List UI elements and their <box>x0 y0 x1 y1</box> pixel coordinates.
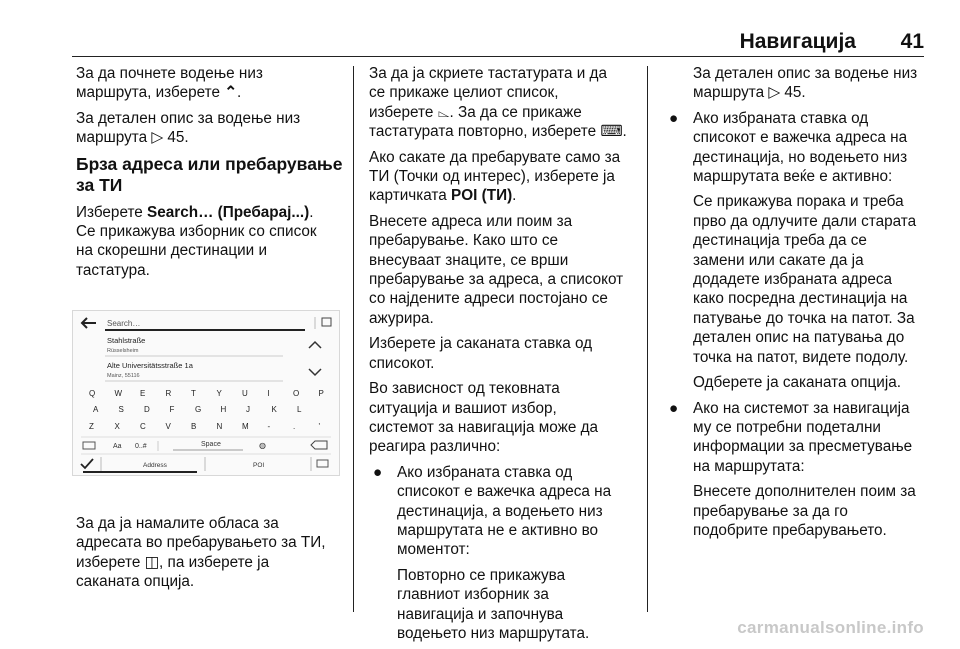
text: За да ја намалите обласа за <box>76 515 279 532</box>
header-rule <box>72 56 924 57</box>
key-1-1[interactable]: Q <box>89 389 96 398</box>
text: . <box>237 84 242 102</box>
text: За да ја скриете тастатурата и да <box>369 65 607 82</box>
text: ажурира. <box>369 309 434 327</box>
text: . <box>622 123 627 141</box>
text: маршрута <box>693 84 765 102</box>
key-3-8[interactable]: - <box>267 422 271 431</box>
text: маршрута <box>76 129 148 147</box>
text: маршрутата не е активно во <box>397 521 599 539</box>
key-1-10[interactable]: P <box>318 389 324 398</box>
text: водењето низ маршрутата. <box>397 624 590 642</box>
text: на маршрутата: <box>693 457 805 475</box>
bullet-item <box>369 463 641 644</box>
bullet-item <box>665 109 927 393</box>
text: како посредна дестинација на <box>693 290 908 308</box>
text: Ако сакате да пребарувате само за <box>369 148 621 166</box>
text: изберете <box>76 553 141 571</box>
bullet-icon: ● <box>373 463 383 481</box>
key-1-7[interactable]: U <box>242 389 248 398</box>
key-3-6[interactable]: N <box>216 422 223 431</box>
key-1-6[interactable]: Y <box>216 389 222 398</box>
text: дестинација треба да се <box>693 232 867 250</box>
paragraph <box>369 212 641 328</box>
text: замени или сакате да ја <box>693 251 864 269</box>
text: Внесете адреса или поим за <box>369 212 573 230</box>
key-1-2[interactable]: W <box>114 389 123 398</box>
case-key[interactable]: Aa <box>113 443 122 450</box>
text: подобрите пребарувањето. <box>693 521 887 539</box>
text: Во зависност од тековната <box>369 380 560 398</box>
result-city: Rüsselsheim <box>107 348 139 354</box>
text: внесуваат знаците, се врши <box>369 251 569 269</box>
key-2-7[interactable]: J <box>246 405 250 414</box>
column-1-bottom <box>76 514 346 598</box>
page-footer <box>0 618 960 642</box>
paragraph <box>76 514 346 592</box>
text: информации за пресметување <box>693 438 913 456</box>
key-3-9[interactable]: . <box>293 422 296 431</box>
text: Внесете дополнителен поим за <box>693 483 916 501</box>
text: детален опис на патувања до <box>693 329 905 347</box>
page-reference-icon: ▷ <box>768 84 781 102</box>
text: Се прикажува изборник со список <box>76 223 317 241</box>
watermark: carmanualsonline.info <box>737 618 924 637</box>
text: За да почнете водење низ <box>76 65 263 82</box>
page-title: Навигација <box>739 30 856 53</box>
result-city: Mainz, 55116 <box>107 373 140 379</box>
tab-address[interactable]: Address <box>143 462 167 469</box>
text: ситуација и вашиот избор, <box>369 399 557 417</box>
text: додадете избраната адреса <box>693 271 893 289</box>
hide-keyboard-icon: ⌳ <box>437 103 450 121</box>
text: списокот. <box>369 354 435 372</box>
text: ТИ (Точки од интерес), изберете ја <box>369 168 615 186</box>
bold-term: Search… (Пребарај...) <box>147 203 310 221</box>
text: реагира различно: <box>369 438 501 456</box>
show-keyboard-icon: ⌨ <box>600 123 623 141</box>
text: картичката <box>369 187 447 205</box>
text: маршрутата веќе е активно: <box>693 168 893 186</box>
text: Ако на системот за навигација <box>693 399 910 417</box>
key-2-3[interactable]: D <box>144 405 150 414</box>
text: тастатура. <box>76 261 150 279</box>
list-view-icon: ◫ <box>144 553 160 571</box>
text: моментот: <box>397 541 470 559</box>
text: . За да се прикаже <box>449 103 582 121</box>
key-1-3[interactable]: E <box>140 389 146 398</box>
paragraph <box>369 334 641 373</box>
text: Брза адреса или пребарување <box>76 153 343 174</box>
result-name: Stahlstraße <box>107 336 146 345</box>
search-input[interactable]: Search… <box>107 319 141 328</box>
key-3-3[interactable]: C <box>140 422 146 431</box>
column-3 <box>665 64 927 546</box>
paragraph <box>369 379 641 457</box>
bullet-icon: ● <box>669 399 679 417</box>
key-2-4[interactable]: F <box>169 405 175 414</box>
search-screen-image <box>72 310 340 476</box>
text: Одберете ја саканата опција. <box>693 374 901 392</box>
paragraph <box>369 148 641 206</box>
text: дестинација, но водењето низ <box>693 148 908 166</box>
text: Ако избраната ставка од <box>693 109 869 127</box>
key-3-1[interactable]: Z <box>89 422 94 431</box>
page-number: 41 <box>900 30 924 53</box>
text: навигација и започнува <box>397 605 564 623</box>
page-reference-icon: ▷ <box>151 129 164 147</box>
text: точка на патот, видете подолу. <box>693 348 909 366</box>
text: на скорешни дестинации и <box>76 242 267 260</box>
key-1-5[interactable]: T <box>191 389 196 398</box>
numbers-key[interactable]: 0..# <box>135 443 147 450</box>
page-header <box>0 0 960 58</box>
text: Се прикажува порака и треба <box>693 193 904 211</box>
text: 45. <box>167 129 189 147</box>
key-3-10[interactable]: ' <box>318 422 321 431</box>
key-3-5[interactable]: B <box>191 422 197 431</box>
text: патување до точка на патот. За <box>693 309 915 327</box>
text: , па изберете ја <box>159 553 270 571</box>
section-heading <box>76 154 346 196</box>
key-3-7[interactable]: M <box>242 422 249 431</box>
text: пребарување за да го <box>693 502 848 520</box>
text: Изберете ја саканата ставка од <box>369 335 593 353</box>
key-2-1[interactable]: A <box>93 405 99 414</box>
paragraph <box>76 64 346 103</box>
key-2-8[interactable]: K <box>271 405 277 414</box>
text: пребарување. Како што се <box>369 232 558 250</box>
key-3-4[interactable]: V <box>165 422 171 431</box>
key-2-9[interactable]: L <box>297 405 302 414</box>
paragraph <box>76 109 346 148</box>
text: . <box>309 203 314 221</box>
text: За детален опис за водење низ <box>76 109 301 127</box>
key-1-8[interactable]: I <box>267 389 270 398</box>
text: дестинација, а водењето низ <box>397 502 603 520</box>
text: пребарување за адреса, а списокот <box>369 271 624 289</box>
text: главниот изборник за <box>397 586 549 604</box>
text: изберете <box>369 103 434 121</box>
text: Ако избраната ставка од <box>397 463 573 481</box>
text: се прикаже целиот список, <box>369 84 559 102</box>
text: системот за навигација може да <box>369 418 599 436</box>
key-3-2[interactable]: X <box>114 422 120 431</box>
tab-poi[interactable]: POI <box>253 462 265 469</box>
column-divider-2 <box>647 66 648 612</box>
bullet-icon: ● <box>669 109 679 127</box>
key-2-6[interactable]: H <box>220 405 227 414</box>
key-1-4[interactable]: R <box>165 389 172 398</box>
text: . <box>512 187 517 205</box>
text: маршрута, изберете <box>76 84 220 102</box>
paragraph <box>369 64 641 142</box>
bold-term: POI (ТИ) <box>451 187 513 205</box>
key-2-2[interactable]: S <box>118 405 124 414</box>
space-key[interactable]: Space <box>201 441 221 448</box>
chevron-up-icon: ⌃ <box>224 84 238 102</box>
text: со најдените адреси постојано се <box>369 290 608 308</box>
column-divider-1 <box>353 66 354 612</box>
text: му се потребни подетални <box>693 418 881 436</box>
text: За детален опис за водење низ <box>693 65 918 82</box>
bullet-item <box>665 399 927 541</box>
text: списокот е важечка адреса на <box>397 483 612 501</box>
paragraph <box>76 203 346 281</box>
text: адресата во пребарувањето за ТИ, <box>76 534 326 552</box>
text: саканата опција. <box>76 573 195 591</box>
text: списокот е важечка адреса на <box>693 129 908 147</box>
text: Изберете <box>76 203 143 221</box>
key-2-5[interactable]: G <box>195 405 202 414</box>
paragraph <box>665 64 927 103</box>
text: тастатурата повторно, изберете <box>369 123 597 141</box>
key-1-9[interactable]: O <box>293 389 300 398</box>
column-2 <box>369 64 641 649</box>
column-1 <box>76 64 346 286</box>
text: Повторно се прикажува <box>397 566 566 584</box>
result-name: Alte Universitätsstraße 1a <box>107 361 193 370</box>
language-icon[interactable]: ◍ <box>259 441 266 450</box>
text: за ТИ <box>76 174 123 195</box>
text: 45. <box>784 84 806 102</box>
text: прво да одлучите дали старата <box>693 212 917 230</box>
